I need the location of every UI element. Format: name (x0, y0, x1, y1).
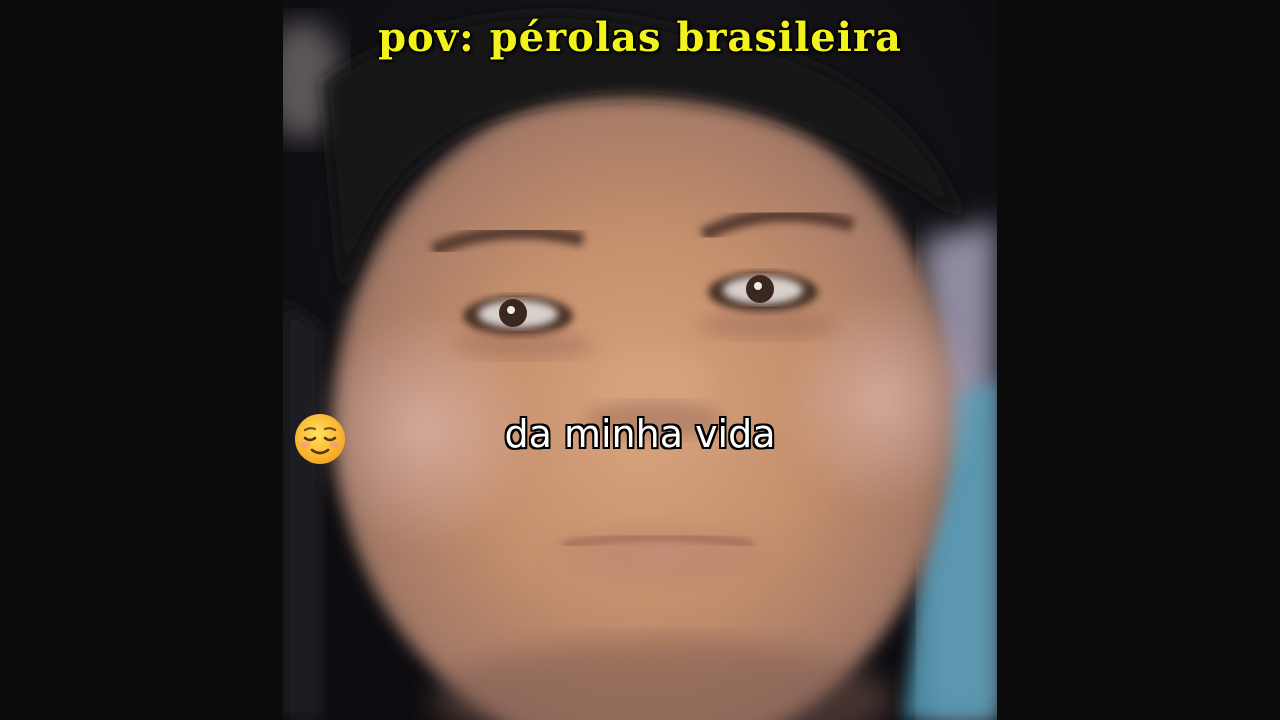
face-photo (283, 0, 997, 720)
mid-caption (283, 412, 997, 456)
mid-caption-text: da minha vida (504, 412, 776, 456)
relieved-face-emoji-icon (293, 412, 347, 466)
video-frame (283, 0, 997, 720)
top-caption: pov: pérolas brasileira (378, 14, 902, 61)
